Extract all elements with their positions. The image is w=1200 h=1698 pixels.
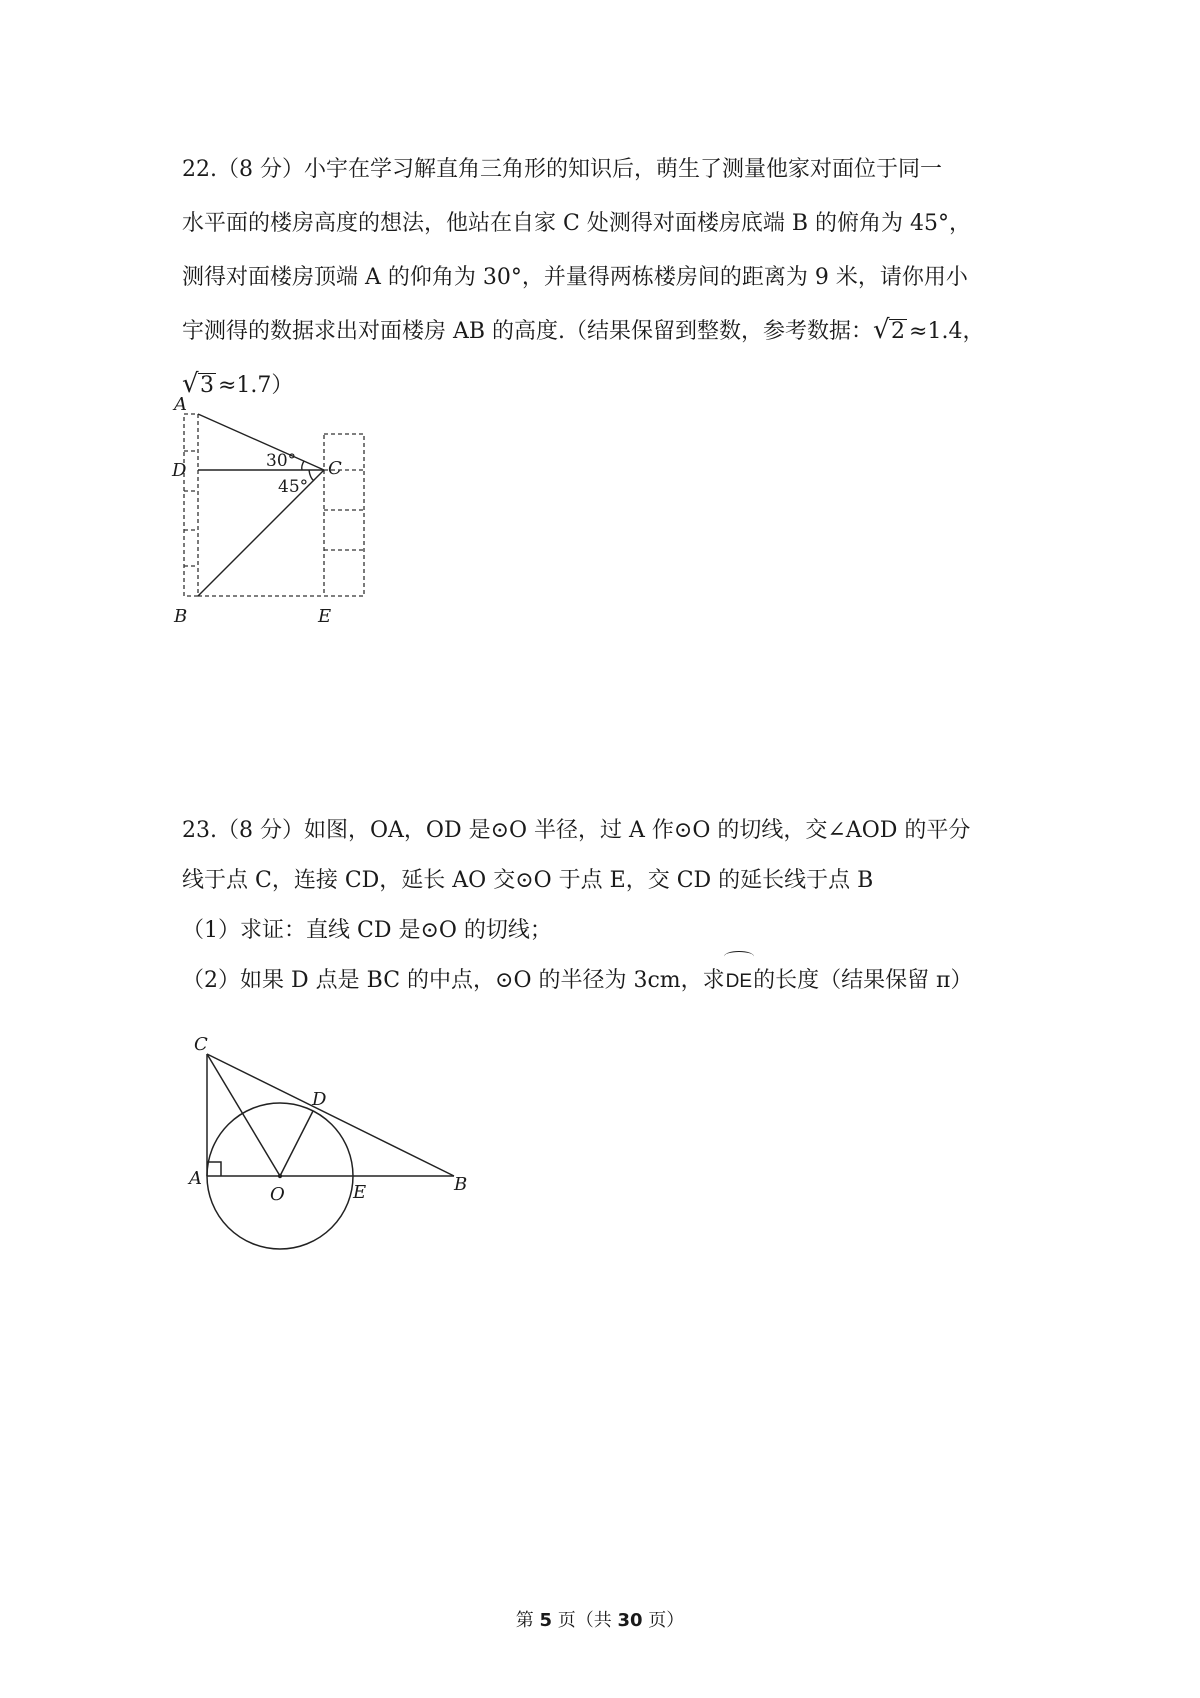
label-E: E xyxy=(353,1182,367,1203)
label-E: E xyxy=(318,606,332,627)
problem-22 xyxy=(182,143,1032,413)
label-C: C xyxy=(194,1034,208,1055)
problem-22-line-3: 测得对面楼房顶端 A 的仰角为 30°，并量得两栋楼房间的距离为 9 米，请你用小 xyxy=(182,265,968,290)
angle-30-label: 30° xyxy=(266,451,297,471)
problem-22-line-4 xyxy=(182,305,1032,359)
problem-23-part-2-pre: （2）如果 D 点是 BC 的中点，⊙O 的半径为 3cm，求 xyxy=(182,968,725,993)
angle-45-label: 45° xyxy=(278,477,309,497)
footer-post: 页） xyxy=(642,1610,685,1631)
arc-DE-notation: DE xyxy=(725,957,753,1007)
point-O xyxy=(278,1174,282,1178)
sqrt-3-value: ≈1.7） xyxy=(218,373,294,398)
sqrt-2-expression xyxy=(873,305,907,359)
radical-sign-icon: √ xyxy=(873,315,890,345)
label-C: C xyxy=(328,458,342,479)
sqrt-2-radicand: 2 xyxy=(891,319,906,344)
label-A: A xyxy=(174,394,187,415)
footer-total-pages: 30 xyxy=(617,1610,643,1631)
footer-mid: 页（共 xyxy=(552,1610,618,1631)
label-D: D xyxy=(312,1089,327,1110)
problem-22-line-1: 22.（8 分）小宇在学习解直角三角形的知识后，萌生了测量他家对面位于同一 xyxy=(182,157,942,182)
footer-pre: 第 xyxy=(515,1610,540,1631)
page-footer xyxy=(0,1606,1200,1632)
label-D: D xyxy=(172,460,187,481)
figure-23-circle-tangent-diagram xyxy=(180,1030,480,1270)
right-angle-mark-icon xyxy=(207,1162,221,1176)
line-AC xyxy=(198,414,324,470)
problem-23-part-2-post: 的长度（结果保留 π） xyxy=(753,968,973,993)
angle-30-arc xyxy=(302,461,304,470)
problem-22-line-4-text: 宇测得的数据求出对面楼房 AB 的高度.（结果保留到整数，参考数据： xyxy=(182,319,874,344)
footer-page-number: 5 xyxy=(539,1610,552,1631)
label-O: O xyxy=(270,1184,285,1205)
problem-23-part-2 xyxy=(182,956,1032,1006)
label-B: B xyxy=(454,1174,468,1195)
problem-23-line-1: 23.（8 分）如图，OA，OD 是⊙O 半径，过 A 作⊙O 的切线，交∠AOD 的平分 xyxy=(182,818,971,843)
sqrt-3-radicand: 3 xyxy=(200,373,214,398)
sqrt-2-value: ≈1.4， xyxy=(909,319,985,344)
label-B: B xyxy=(174,606,188,627)
building-left-outline xyxy=(184,414,198,596)
problem-22-line-2: 水平面的楼房高度的想法，他站在自家 C 处测得对面楼房底端 B 的俯角为 45°， xyxy=(182,211,971,236)
problem-23 xyxy=(182,806,1032,1006)
angle-45-arc xyxy=(309,470,314,481)
figure-22-buildings-diagram xyxy=(170,390,380,630)
problem-23-part-1: （1）求证：直线 CD 是⊙O 的切线； xyxy=(182,918,552,943)
radical-sign-icon: √ xyxy=(182,369,199,399)
label-A: A xyxy=(189,1168,202,1189)
line-OD xyxy=(280,1111,313,1176)
problem-23-line-2: 线于点 C，连接 CD，延长 AO 交⊙O 于点 E，交 CD 的延长线于点 B xyxy=(182,868,874,893)
